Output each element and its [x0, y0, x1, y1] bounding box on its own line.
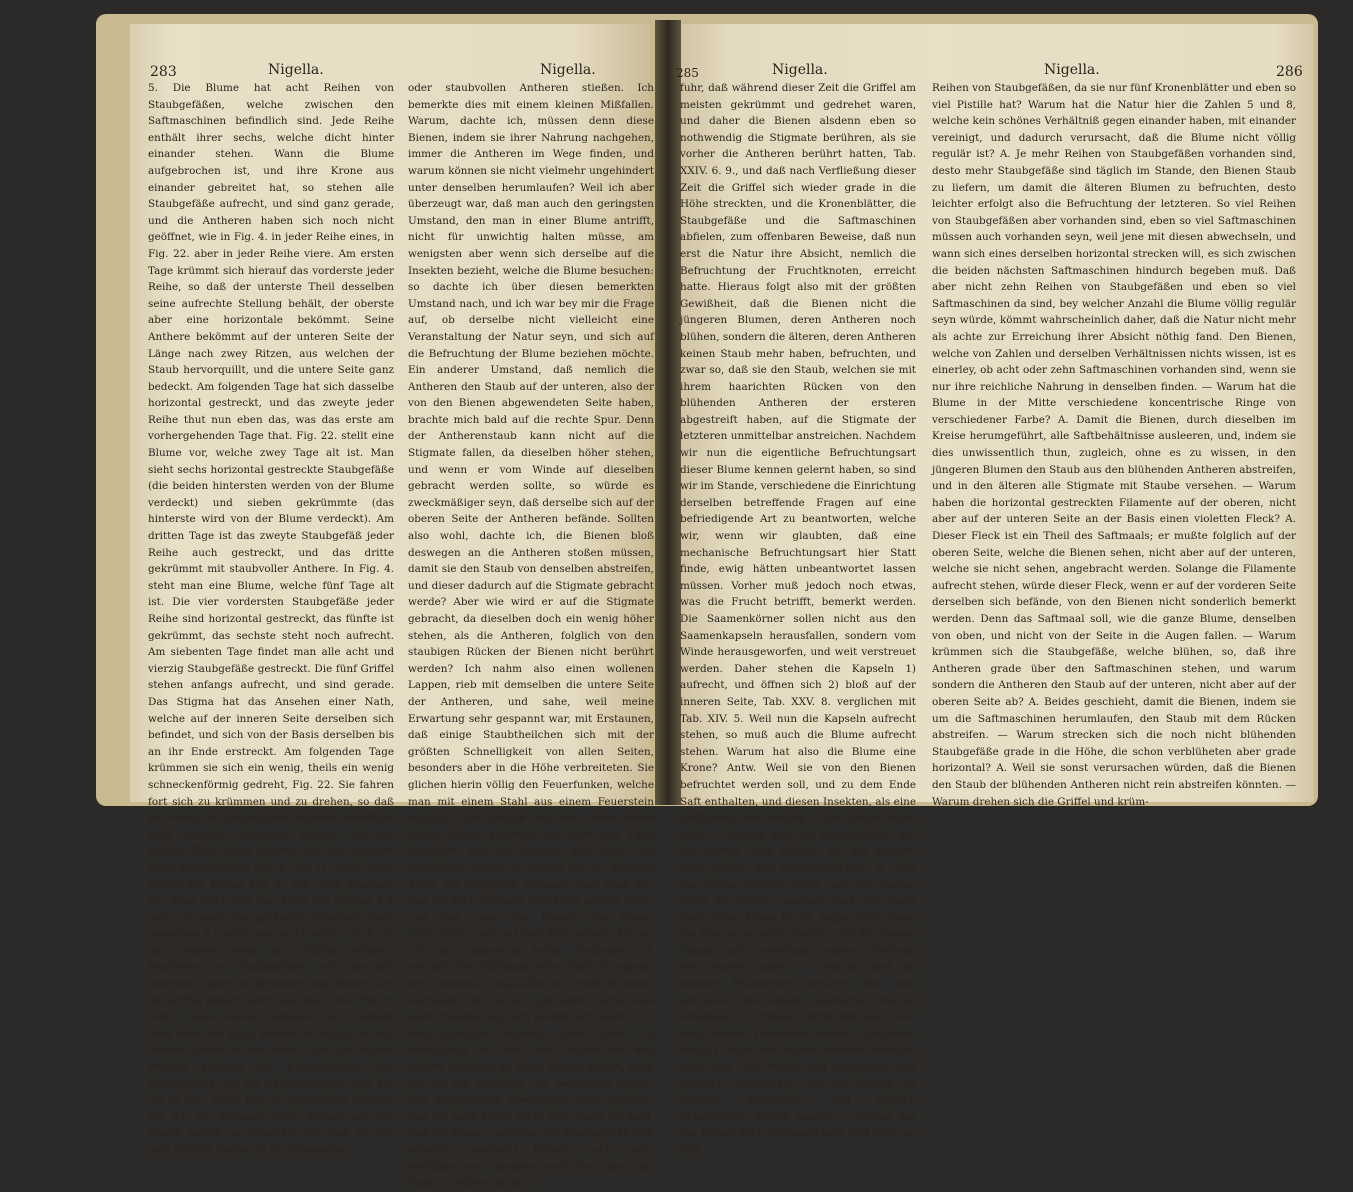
right-page-body-2: Reihen von Staubgefäßen, da sie nur fünf Kronenblätter und eben so viel Pistille hat? Warum hat die Natur hier die Zahlen 5 und 8, welche kein schönes Verhältniß gegen einander haben, mit einander vereinigt, und dadurch verursacht, daß die Blume nicht völlig regulär ist? A. Je mehr Reihen von Staubgefäßen vorhanden sind, desto mehr Staubgefäße sind täglich im Stande, den Bienen Staub zu liefern, um damit die älteren Blumen zu befruchten, desto leichter erfolgt also die Befruchtung der letzteren. So viel Reihen von Staubgefäßen aber vorhanden sind, eben so viel Saftmaschinen müssen auch vorhanden seyn, weil jene mit diesen abwechseln, und wann sich eines derselben horizontal strecken will, es sich zwischen die beiden nächsten Saftmaschinen hindurch begeben muß. Daß aber nicht zehn Reihen von Staubgefäßen und eben so viel Saftmaschinen da sind, bey welcher Anzahl die Blume völlig regulär seyn würde, kömmt wahrscheinlich daher, daß die Natur nicht mehr als achte zur Erreichung ihrer Absicht nöthig fand. Den Bienen, welche von Zahlen und derselben Verhältnissen nichts wissen, ist es einerley, ob acht oder zehn Saftmaschinen vorhanden sind, wenn sie nur ihre reichliche Nahrung in denselben finden. — Warum hat die Blume in der Mitte verschiedene koncentrische Ringe von verschiedener Farbe? A. Damit die Bienen, durch dieselben im Kreise herumgeführt, alle Saftbehältnisse ausleeren, und, indem sie dies unwissentlich thun, zugleich, ohne es zu wissen, in den jüngeren Blumen den Staub aus den blühenden Antheren abstreifen, und in den älteren alle Stigmate mit Staube versehen. — Warum haben die horizontal gestreckten Filamente auf der oberen, nicht aber auf der unteren Seite an der Basis einen violetten Fleck? A. Dieser Fleck ist ein Theil des Saftmaals; er mußte folglich auf der oberen Seite, welche die Bienen sehen, nicht aber auf der unteren, welche sie nicht sehen, angebracht werden. Solange die Filamente aufrecht stehen, würde dieser Fleck, wenn er auf der vorderen Seite derselben sich befände, von den Bienen nicht sonderlich bemerkt werden. Denn das Saftmaal soll, wie die ganze Blume, denselben von oben, und nicht von der Seite in die Augen fallen. — Warum krümmen sich die Staubgefäße, welche blühen, so, daß ihre Antheren grade über den Saftmaschinen stehen, und warum sondern die Antheren den Staub auf der unteren, nicht aber auf der oberen Seite ab? A. Beides geschieht, damit die Bienen, indem sie um die Saftmaschinen herumlaufen, den Staub mit dem Rücken abstreifen. — Warum strecken sich die noch nicht blühenden Staubgefäße grade in die Höhe, die schon verblüheten aber grade horizontal? A. Weil sie sonst verursachen würden, daß die Bienen den Staub der blühenden Antheren nicht rein abstreifen könnten. — Warum drehen sich die Griffel und krüm-	[932, 82, 1296, 808]
left-page-column-1	[148, 80, 394, 1156]
left-page-body: 5. Die Blume hat acht Reihen von Staubgefäßen, welche zwischen den Saftmaschinen befindlich sind. Jede Reihe enthält ihrer sechs, welche dicht hinter einander stehen. Wann die Blume aufgebrochen ist, und ihre Krone aus einander gebreitet hat, so stehen alle Staubgefäße aufrecht, und sind ganz gerade, und die Antheren haben sich noch nicht geöffnet, wie in Fig. 4. in jeder Reihe eines, in Fig. 22. aber in jeder Reihe viere. Am ersten Tage krümmt sich hierauf das vorderste jeder Reihe, so daß der unterste Theil desselben seine aufrechte Stellung behält, der oberste aber eine horizontale bekömmt. Seine Anthere bekömmt auf der unteren Seite der Länge nach zwey Ritzen, aus welchen der Staub hervorquillt, und die untere Seite ganz bedeckt. Am folgenden Tage hat sich dasselbe horizontal gestreckt, und das zweyte jeder Reihe thut nun eben das, was das erste am vorhergehenden Tage that. Fig. 22. stellt eine Blume vor, welche zwey Tage alt ist. Man sieht sechs horizontal gestreckte Staubgefäße (die beiden hintersten werden von der Blume verdeckt) und sieben gekrümmte (das hinterste wird von der Blume verdeckt). Am dritten Tage ist das zweyte Staubgefäß jeder Reihe auch gestreckt, und das dritte gekrümmt mit staubvoller Anthere. In Fig. 4. steht man eine Blume, welche fünf Tage alt ist. Die vier vordersten Staubgefäße jeder Reihe sind horizontal gestreckt, das fünfte ist gekrümmt, das sechste steht noch aufrecht. Am siebenten Tage findet man alle acht und vierzig Staubgefäße gestreckt. Die fünf Griffel stehen anfangs aufrecht, und sind gerade. Das Stigma hat das Ansehen einer Nath, welche auf der inneren Seite derselben sich befindet, und sich von der Basis derselben bis an ihr Ende erstreckt. Am folgenden Tage krümmen sie sich ein wenig, theils ein wenig schneckenförmig gedreht, Fig. 22. Sie fahren fort sich zu krümmen und zu drehen, so daß sie, wann die Staubgefäße beynahe verblühet sind, ungefähr horizontal stehen, und der größte Theil ihres Stigma auf der unteren Seite befindlich ist, Fig. 4. Fig. 11. stellt einen Griffel der Blume Fig. 4. von oben gesehen, vor. Man sieht hier den Theil des Stigma a b und c d, aber den größeren mittelsten Theil desselben b c sieht man nicht, weil er sich auf der unteren Seite des Griffels befindet. Nachdem die Staubgefäße sich sämtlich gestreckt haben, so krümmen und drehen sich die Griffel immer mehr, wie Tab. XXIV. Fig. 9. zeigt. Diese Gestalt behalten sie ungefähr drey oder vier Tage. Hierauf strecken sie sich wieder grade in die Höhe, und die Blume verliert alsdann die Kronenblätter, die Staubgefäße und die Saftmaschinen, und hat die in Tab. XXIV. Fig. 5. abgebildete Gestalt. Als ich im Sommer 1789 Bienen auf der Blume antraf, so bemerkte ich, daß sie mit dem Rücken immer an die blühenden	[148, 82, 394, 1156]
right-running-title-inner: Nigella.	[772, 62, 828, 78]
book-gutter	[655, 20, 681, 805]
left-page-column-2	[408, 80, 654, 1190]
right-page-column-1	[680, 80, 916, 1156]
left-page-body-2: oder staubvollen Antheren stießen. Ich bemerkte dies mit einem kleinen Mißfallen. Warum, dachte ich, müssen denn diese Bienen, indem sie ihrer Nahrung nachgehen, immer die Antheren im Wege finden, und warum können sie nicht vielmehr ungehindert unter denselben herumlaufen? Weil ich aber überzeugt war, daß man auch den geringsten Umstand, den man in einer Blume antrifft, nicht für unwichtig halten müsse, am wenigsten aber wenn sich derselbe auf die Insekten bezieht, welche die Blume besuchen: so dachte ich über diesen bemerkten Umstand nach, und ich war bey mir die Frage auf, ob derselbe nicht vielleicht eine Veranstaltung der Natur seyn, und sich auf die Befruchtung der Blume beziehen möchte. Ein anderer Umstand, daß nemlich die Antheren den Staub auf der unteren, also der von den Bienen abgewendeten Seite haben, brachte mich bald auf die rechte Spur. Denn der Antherenstaub kann nicht auf die Stigmate fallen, da dieselben höher stehen, und wenn er vom Winde auf dieselben gebracht werden sollte, so würde es zweckmäßiger seyn, daß derselbe sich auf der oberen Seite der Antheren befände. Sollten also wohl, dachte ich, die Bienen bloß deswegen an die Antheren stoßen müssen, damit sie den Staub von denselben abstreifen, und dieser dadurch auf die Stigmate gebracht werde? Aber wie wird er auf die Stigmate gebracht, da dieselben doch ein wenig höher stehen, als die Antheren, folglich von den staubigen Rücken der Bienen nicht berührt werden? Ich nahm also einen wollenen Lappen, rieb mit demselben die untere Seite der Antheren, und sahe, weil meine Erwartung sehr gespannt war, mit Erstaunen, daß einige Staubtheilchen sich mit der größten Schnelligkeit von allen Seiten, besonders aber in die Höhe verbreiteten. Sie glichen hierin völlig den Feuerfunken, welche man mit einem Stahl aus einem Feuerstein schlägt. Nun dachte ich also, eine Biene dieser Staub abstreift, so fährt ein Theil desselben auf das Stigma, und bleibt auf demselben sitzen. So schloß ich im Sommer 1789. Im folgenden Sommer aber fand ich, daß ich mich dennoch zum Theil geirret hatte, und daß zwar die Bienen die Blume befruchten, aber auf eine ganz andere Art, als ich mir vorgestellt hatte. Nachdem ich nemlich die dichogamische Befruchtungsart des Epilobium angustifolium entdeckt hatte, nachdem ich hierauf gefunden hatte, daß eben dieselbe bey dem Delphinium Aiacis und dem Aconitum Napellus Statt findet: so vermuthete ich, daß, weil Nigella mit den beiden letzteren zu Einer Klasse gehört, auch sie auf die nemliche Art befruchtet werde. Der Augenschein überzeugte mich sogleich, daß ich mich hierin nicht irre. Denn ich fand, daß die Blume, nachdem die Staubgefäße sich sämtlich gestreckt hatten, noch nicht verblühet war, sondern noch drey oder vier Tage zu blühen fortfuhr	[408, 82, 654, 1190]
left-running-title-2: Nigella.	[540, 62, 596, 78]
right-running-title: Nigella.	[1044, 62, 1100, 78]
left-running-title: Nigella.	[268, 62, 324, 78]
right-page-column-2	[932, 80, 1296, 808]
left-page-number: 283	[150, 64, 177, 80]
right-page-number-inner: 285	[676, 66, 699, 80]
right-page-body: fuhr, daß während dieser Zeit die Griffel am meisten gekrümmt und gedrehet waren, und daher die Bienen alsdenn eben so nothwendig die Stigmate berühren, als sie vorher die Antheren berührt hatten, Tab. XXIV. 6. 9., und daß nach Verfließung dieser Zeit die Griffel sich wieder grade in die Höhe streckten, und die Kronenblätter, die Staubgefäße und die Saftmaschinen abfielen, zum offenbaren Beweise, daß nun erst die Natur ihre Absicht, nemlich die Befruchtung der Fruchtknoten, erreicht hatte. Hieraus folgt also mit der größten Gewißheit, daß die Bienen nicht die jüngeren Blumen, deren Antheren noch blühen, sondern die älteren, deren Antheren keinen Staub mehr haben, befruchten, und zwar so, daß sie den Staub, welchen sie mit ihrem haarichten Rücken von den blühenden Antheren der ersteren abgestreift haben, auf die Stigmate der letzteren unmittelbar anstreichen. Nachdem wir nun die eigentliche Befruchtungsart dieser Blume kennen gelernt haben, so sind wir im Stande, verschiedene die Einrichtung derselben betreffende Fragen auf eine befriedigende Art zu beantworten, welche wir, wenn wir glaubten, daß eine mechanische Befruchtungsart hier Statt finde, ewig hätten unbeantwortet lassen müssen. Vorher muß jedoch noch etwas, was die Frucht betrifft, bemerkt werden. Die Saamenkörner sollen nicht aus den Saamenkapseln herausfallen, sondern vom Winde herausgeworfen, und weit verstreuet werden. Daher stehen die Kapseln 1) aufrecht, und öffnen sich 2) bloß auf der inneren Seite, Tab. XXV. 8. verglichen mit Tab. XIV. 5. Weil nun die Kapseln aufrecht stehen, so muß auch die Blume aufrecht stehen. Warum hat also die Blume eine Krone? Antw. Weil sie von den Bienen befruchtet werden soll, und zu dem Ende Saft enthalten, und diesen Insekten, als eine Saftblume, von weitem in die Augen fallen muß. — Warum sind die Kronenblätter auf der oberen Seite gefärbt, auf der unteren aber grüner und unansehnlicher? A. Weil die Blume aufrecht steht, und den Bienen nicht die untere, sondern bloß die obere Seite ihrer Krone in die Augen fällt. Denn die Pflanze ist sehr niedrig, und die Bienen fliegen nicht unterhalb, sondern oberhalb der Blumen umher. — Warum sind die kleinen Büchschen, welche den Saft enthalten, mit einem elastischen Deckel versehen? A. Erstens, damit der Saft nicht vom Regen verdorben werde. Zweytens, damit Fliegen und andere unedlere Insekten nicht den Saft finden und verzehren, und dadurch verursachen, daß die Bienen die Blumen unbesucht, und folglich unbefruchtet stehen lassen. — Warum hat die Blume acht Saftmaschinen und eben so viel	[680, 82, 916, 1156]
right-page-number: 286	[1276, 64, 1303, 80]
